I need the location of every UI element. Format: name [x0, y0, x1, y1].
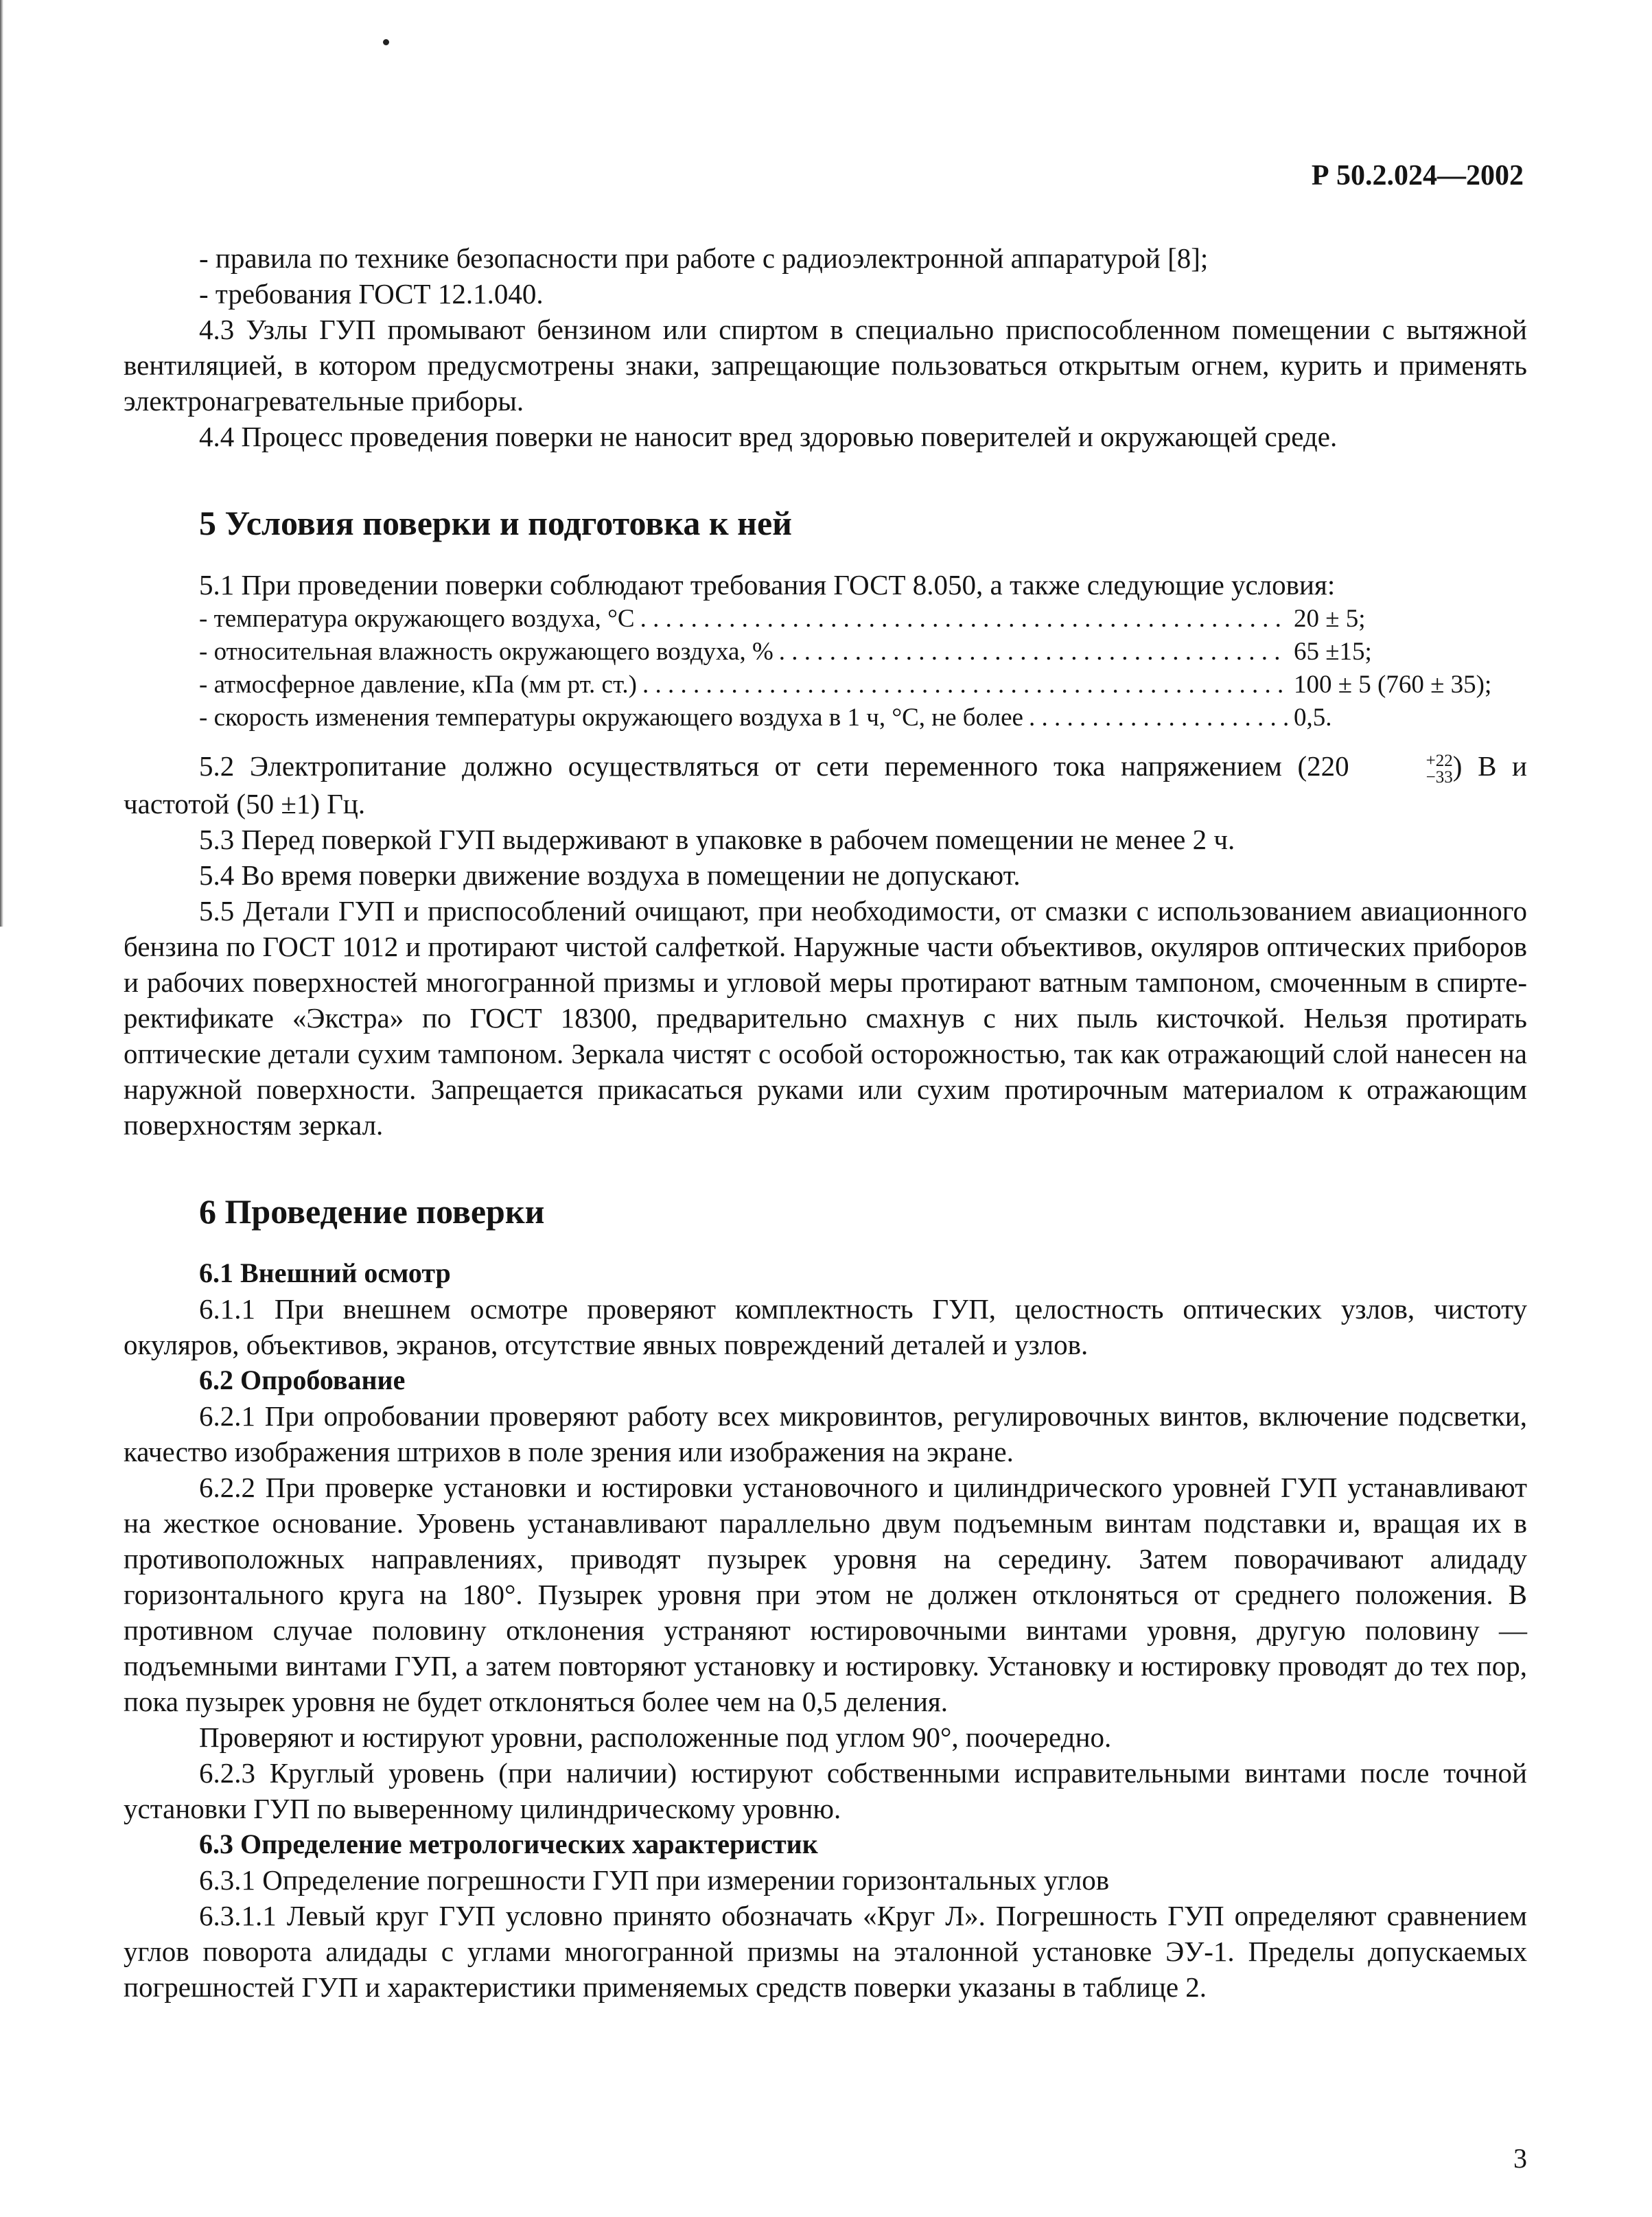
voltage-tolerance-lower: −33 — [1426, 767, 1453, 787]
subsection-6-2-heading: 6.2 Опробование — [199, 1364, 406, 1395]
condition-value: 20 ± 5; — [1294, 605, 1366, 633]
paragraph-6-3-1: 6.3.1 Определение погрешности ГУП при измерении горизонтальных углов — [199, 1864, 1110, 1896]
condition-label: - атмосферное давление, кПа (мм рт. ст.) — [199, 671, 637, 699]
condition-row — [124, 636, 1527, 669]
paragraph-5-2 — [124, 748, 1527, 822]
paragraph-5-5: 5.5 Детали ГУП и приспособлений очищают, при необходимости, от смазки с использованием авиационного бензина по ГОСТ 1012 и протирают чистой салфеткой. Наружные части объективов, окуляров оптических приборов и рабочих поверхностей многогранной призмы и угловой меры протирают ватным тампоном, смоченным в спирте-ректификате «Экстра» по ГОСТ 18300, предварительно смахнув с них пыль кисточкой. Нельзя протирать оптические детали сухим тампоном. Зеркала чистят с особой осторожностью, так как отражающий слой нанесен на наружной поверхности. Запрещается прикасаться руками или сухим протирочным материалом к отражающим поверхностям зеркал. — [124, 894, 1527, 1141]
condition-value: 0,5. — [1294, 704, 1332, 732]
subsection-6-1-heading: 6.1 Внешний осмотр — [199, 1257, 451, 1288]
requirement-item: - правила по технике безопасности при работе с радиоэлектронной аппаратурой [8]; — [199, 242, 1209, 274]
condition-label: - температура окружающего воздуха, °С — [199, 605, 635, 633]
document-body — [124, 240, 1527, 2005]
leader-dots — [1029, 701, 1288, 734]
condition-row — [124, 603, 1527, 636]
paragraph-5-2-tail: ) В и частотой (50 ±1) Гц. — [124, 750, 1527, 820]
document-code: Р 50.2.024—2002 — [1311, 160, 1524, 191]
voltage-tolerance-upper: +22 — [1426, 751, 1453, 770]
paragraph-4-3: 4.3 Узлы ГУП промывают бензином или спиртом в специально приспособленном помещении с вытяжной вентиляцией, в котором предусмотрены знаки, запрещающие пользоваться открытым огнем, курить и применять электронагревательные приборы. — [124, 314, 1527, 417]
paragraph-5-4: 5.4 Во время поверки движение воздуха в помещении не допускают. — [199, 859, 1021, 891]
paragraph-6-2-2-note: Проверяют и юстируют уровни, расположенные под углом 90°, поочередно. — [199, 1721, 1112, 1753]
paragraph-5-3: 5.3 Перед поверкой ГУП выдерживают в упаковке в рабочем помещении не менее 2 ч. — [199, 823, 1235, 855]
conditions-list — [124, 603, 1527, 734]
condition-label: - относительная влажность окружающего воздуха, % — [199, 638, 773, 666]
condition-row — [124, 701, 1527, 734]
section-6-heading: 6 Проведение поверки — [199, 1192, 545, 1231]
paragraph-4-4: 4.4 Процесс проведения поверки не наносит вред здоровью поверителей и окружающей среде. — [199, 421, 1338, 452]
paragraph-5-2-text: 5.2 Электропитание должно осуществляться от сети переменного тока напряжением (220 — [199, 750, 1349, 782]
leader-dots — [642, 669, 1288, 701]
scan-edge — [0, 0, 3, 927]
scan-speck — [383, 39, 389, 45]
condition-value: 100 ± 5 (760 ± 35); — [1294, 671, 1492, 699]
leader-dots — [779, 636, 1288, 669]
paragraph-6-2-2: 6.2.2 При проверке установки и юстировки установочного и цилиндрического уровней ГУП устанавливают на жесткое основание. Уровень устанавливают параллельно двум подъемным винтам подставки и, вращая их в противоположных направлениях, приводят пузырек уровня на середину. Затем поворачивают алидаду горизонтального круга на 180°. Пузырек уровня при этом не должен отклоняться от среднего положения. В противном случае половину отклонения устраняют юстировочными винтами уровня, другую половину — подъемными винтами ГУП, а затем повторяют установку и юстировку. Установку и юстировку проводят до тех пор, пока пузырек уровня не будет отклоняться более чем на 0,5 деления. — [124, 1471, 1527, 1717]
section-5-heading: 5 Условия поверки и подготовка к ней — [199, 504, 792, 542]
requirement-item: - требования ГОСТ 12.1.040. — [199, 278, 544, 310]
condition-label: - скорость изменения температуры окружающего воздуха в 1 ч, °С, не более — [199, 704, 1023, 732]
page-number: 3 — [1513, 2143, 1527, 2174]
condition-value: 65 ±15; — [1294, 638, 1372, 666]
subsection-6-3-heading: 6.3 Определение метрологических характеристик — [199, 1828, 818, 1859]
leader-dots — [640, 603, 1288, 636]
paragraph-6-2-1: 6.2.1 При опробовании проверяют работу всех микровинтов, регулировочных винтов, включение подсветки, качество изображения штрихов в поле зрения или изображения на экране. — [124, 1400, 1527, 1467]
voltage-tolerance — [1351, 753, 1453, 786]
paragraph-5-1: 5.1 При проведении поверки соблюдают требования ГОСТ 8.050, а также следующие условия: — [199, 569, 1336, 601]
paragraph-6-1-1: 6.1.1 При внешнем осмотре проверяют комплектность ГУП, целостность оптических узлов, чистоту окуляров, объективов, экранов, отсутствие явных повреждений деталей и узлов. — [124, 1292, 1527, 1360]
paragraph-6-3-1-1: 6.3.1.1 Левый круг ГУП условно принято обозначать «Круг Л». Погрешность ГУП определяют сравнением углов поворота алидады с углами многогранной призмы на эталонной установке ЭУ-1. Пределы допускаемых погрешностей ГУП и характеристики применяемых средств поверки указаны в таблице 2. — [124, 1899, 1527, 2003]
condition-row — [124, 669, 1527, 701]
paragraph-6-2-3: 6.2.3 Круглый уровень (при наличии) юстируют собственными исправительными винтами после точной установки ГУП по выверенному цилиндрическому уровню. — [124, 1756, 1527, 1824]
